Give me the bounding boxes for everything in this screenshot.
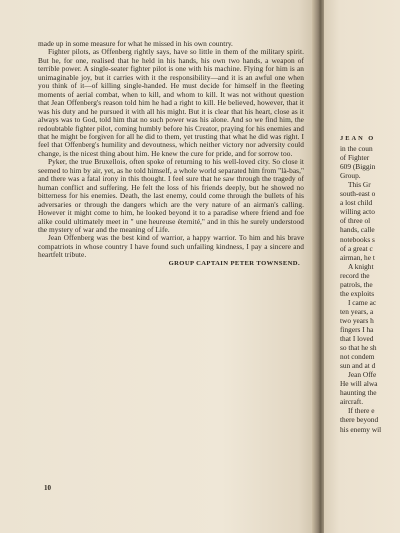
- right-line: his enemy wil: [340, 424, 382, 434]
- page-number: 10: [44, 484, 51, 492]
- right-line: This Gr: [348, 180, 371, 190]
- right-line: so that he sh: [340, 343, 377, 353]
- right-line: fingers I ha: [340, 324, 374, 334]
- signature: GROUP CAPTAIN PETER TOWNSEND.: [168, 259, 300, 267]
- paragraph-2: Fighter pilots, as Offenberg rightly says, have so little in them of the military spirit. But he, for one, realised that he held in his hands, his own two hands, a weapon of terrible power. A single-seater fighter pilot is one with his machine. Flying for him is an unimaginable joy, but it carries with it the responsibility—and it is an awful one when you think of it—of killing single-handed. He must decide for himself in the fleeting moments of aerial combat, when to kill, and whom to kill. It was not without question that Jean Offenberg's reason told him he had a right to kill. He believed, however, that it was his duty and he pursued it with all his might. But it is clear that his heart, close as it always was to God, told him that no such power was his alone. And so we find him, the redoubtable fighter pilot, coming humbly before his Creator, praying for his enemies and that he might be forgiven for all he did to them, yet trusting that what he did was right. I feel that Offenberg's humility and devoutness, which neither victory nor adversity could change, is the nicest thing about him. He knew the cure for pride, and for sorrow too.: [38, 47, 304, 158]
- right-line: notebooks s: [340, 234, 375, 244]
- right-line: Jean Offe: [348, 370, 377, 380]
- right-line: 609 (Biggin: [340, 162, 376, 172]
- left-page-text: [38, 40, 304, 268]
- right-line: not condem: [340, 352, 375, 362]
- right-line: in the coun: [340, 144, 373, 154]
- right-line: patrols, the: [340, 279, 373, 289]
- right-line: I came ac: [348, 297, 377, 307]
- right-line: haunting the: [340, 388, 377, 398]
- right-line: sun and at d: [340, 361, 376, 371]
- right-line: ten years, a: [340, 306, 374, 316]
- right-line: aircraft.: [340, 397, 364, 407]
- right-line: record the: [340, 270, 370, 280]
- right-line: willing acto: [340, 207, 375, 217]
- right-line: there beyond: [340, 415, 379, 425]
- right-line: that I loved: [340, 334, 374, 344]
- right-line: A knight: [348, 261, 374, 271]
- right-page: [324, 0, 400, 533]
- right-line: Group.: [340, 171, 361, 181]
- right-line: airman, he t: [340, 252, 375, 262]
- right-line: the exploits: [340, 288, 375, 298]
- right-line: If there e: [348, 406, 375, 416]
- right-line: He will alwa: [340, 379, 378, 389]
- right-line: of three ol: [340, 216, 371, 226]
- right-line: a lost child: [340, 198, 373, 208]
- paragraph-3: Pyker, the true Bruxellois, often spoke of returning to his well-loved city. So close it seemed to him by air, yet, as he told himself, a whole world separated him from "là-bas," and there was a fatal irony in this thought. I feel sure that he saw through the tragedy of human conflict and suffering. He felt the loss of his friends deeply, but he showed no bitterness for his enemies. Death, the last enemy, could come through the bullets of his adversaries or through the dangers which are the very nature of an airman's calling. However it might come to him, he looked beyond it to a paradise where friend and foe alike could ultimately meet in " une heureuse éternité," and in this he surely understood the mystery of war and the meaning of Life.: [38, 157, 304, 234]
- right-line: hands, calle: [340, 225, 375, 235]
- right-line: of a great c: [340, 243, 373, 253]
- right-page-text: [340, 134, 400, 434]
- right-page-heading: JEAN O: [340, 135, 376, 142]
- paragraph-4: Jean Offenberg was the best kind of warrior, a happy warrior. To him and his brave compatriots in whose country I have found such unfailing kindness, I pay a sincere and heartfelt tribute.: [38, 233, 304, 260]
- paragraph-1: made up in some measure for what he missed in his own country.: [38, 39, 233, 48]
- right-line: south-east o: [340, 189, 376, 199]
- right-line: of Fighter: [340, 153, 370, 163]
- right-line: two years h: [340, 315, 374, 325]
